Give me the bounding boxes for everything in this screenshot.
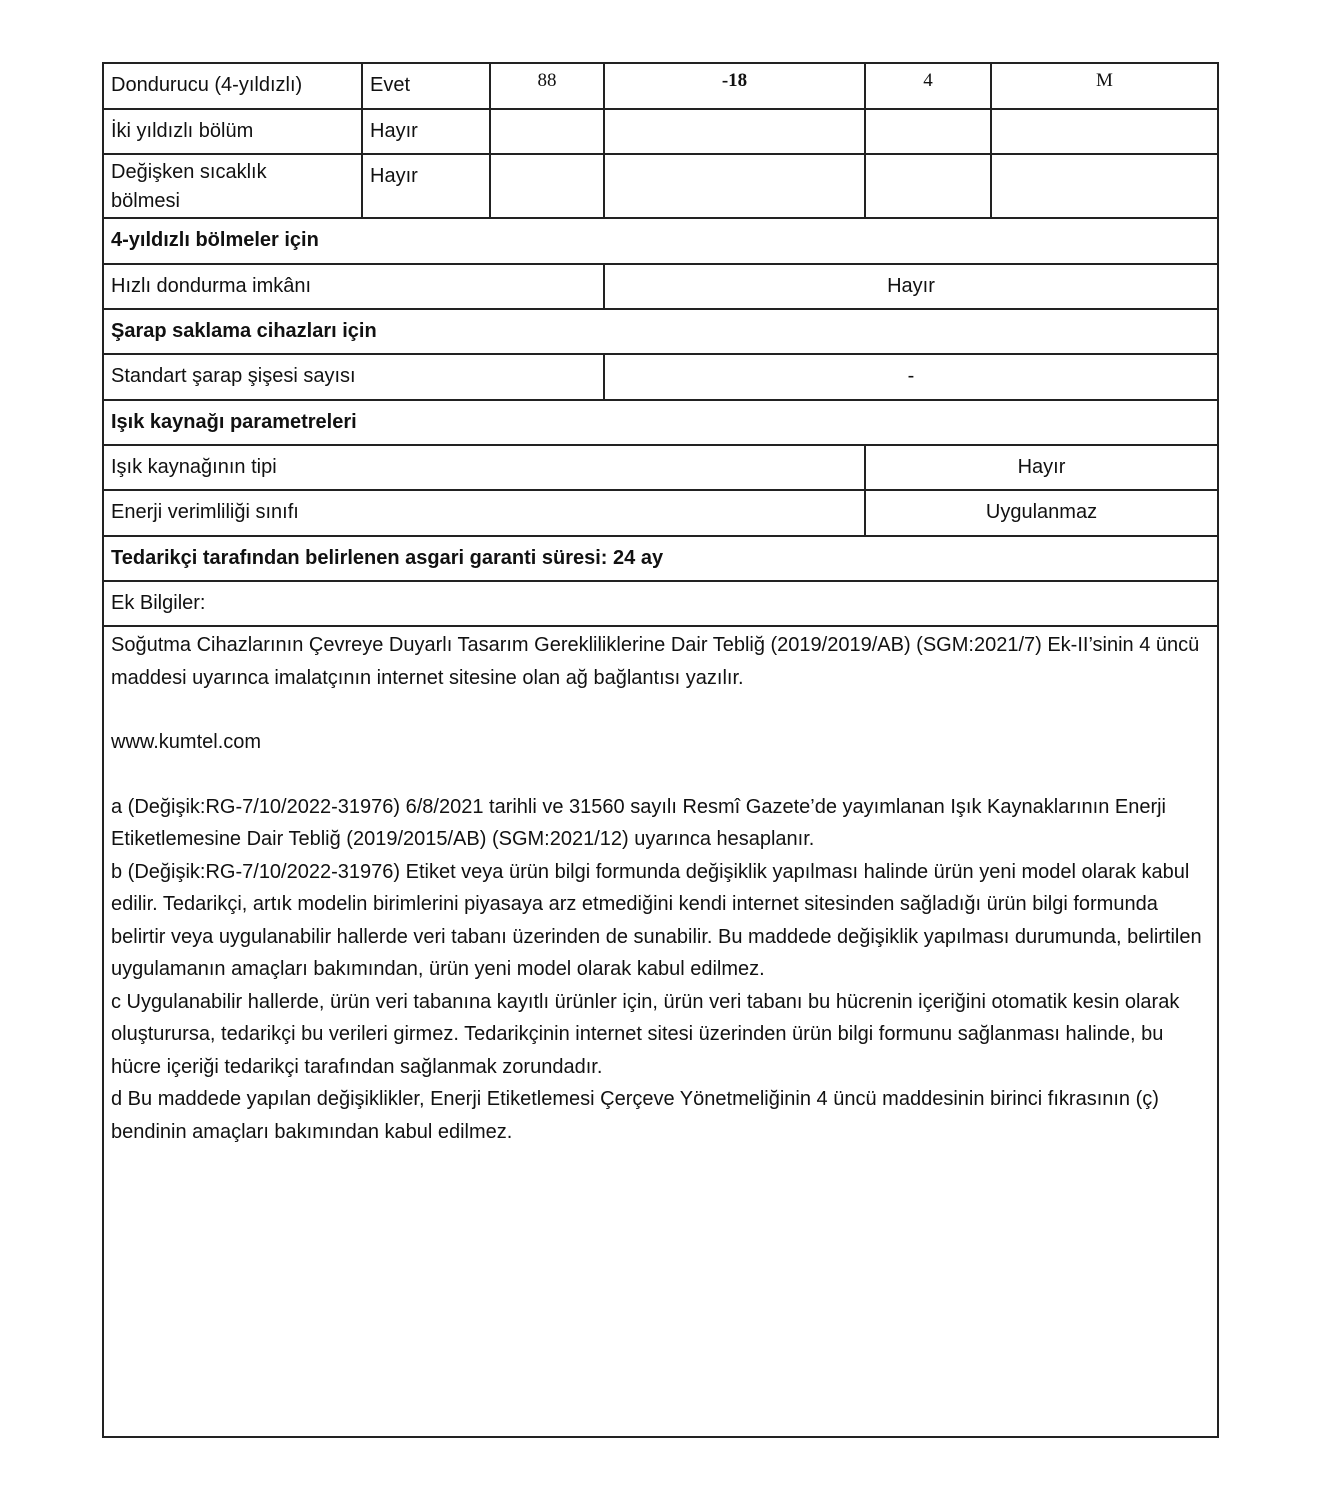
section-heading-row (104, 310, 1217, 355)
energy-class-label: Enerji verimliliği sınıfı (111, 501, 299, 523)
energy-class-value: Uygulanmaz (864, 491, 1217, 535)
compartment-temperature (603, 110, 864, 153)
table-row (104, 64, 1217, 110)
notes-intro: Soğutma Cihazlarının Çevreye Duyarlı Tasarım Gerekliliklerine Dair Tebliğ (2019/2019/AB) (SGM:2021/7) Ek-II’sinin 4 üncü maddesi uyarınca imalatçının internet sitesine olan ağ bağlantısı yazılır. (111, 634, 1200, 689)
compartment-present: Hayır (361, 110, 489, 153)
footnote-d: d Bu maddede yapılan değişiklikler, Enerji Etiketlemesi Çerçeve Yönetmeliğinin 4 üncü maddesinin birinci fıkrasının (ç) bendinin amaçları bakımından kabul edilmez. (111, 1088, 1159, 1143)
compartment-stars (864, 155, 990, 217)
light-heading: Işık kaynağı parametreleri (111, 411, 357, 433)
light-type-label: Işık kaynağının tipi (111, 456, 277, 478)
extra-info-label: Ek Bilgiler: (111, 592, 206, 614)
notes-website: www.kumtel.com (111, 731, 262, 753)
compartment-stars: 4 (864, 64, 990, 108)
compartment-defrost-type: M (990, 64, 1217, 108)
table-row (104, 491, 1217, 537)
table-row (104, 110, 1217, 155)
table-row (104, 155, 1217, 219)
footnote-b: b (Değişik:RG-7/10/2022-31976) Etiket veya ürün bilgi formunda değişiklik yapılması halinde ürün yeni model olarak kabul edilir. Tedarikçi, artık modelin birimlerini piyasaya arz etmediğini kendi internet sitesinden sağladığı ürün bilgi formunda belirtir veya uygulanabilir hallerde veri tabanı üzerinden de sunabilir. Bu maddede değişiklik yapılması durumunda, belirtilen uygulamanın amaçları bakımından, ürün yeni model olarak kabul edilmez. (111, 860, 1202, 980)
wine-heading: Şarap saklama cihazları için (111, 320, 377, 342)
wine-bottles-label: Standart şarap şişesi sayısı (111, 365, 356, 387)
table-row (104, 446, 1217, 491)
warranty-row (104, 537, 1217, 582)
compartment-volume (489, 110, 603, 153)
compartment-name: Değişken sıcaklık bölmesi (111, 161, 267, 212)
four-star-heading: 4-yıldızlı bölmeler için (111, 229, 319, 251)
compartment-name: Dondurucu (4-yıldızlı) (111, 74, 303, 96)
compartment-present: Hayır (361, 155, 489, 217)
extra-info-notes (104, 627, 1217, 1148)
compartment-present: Evet (361, 64, 489, 108)
fast-freeze-value: Hayır (603, 265, 1217, 308)
section-heading-row (104, 219, 1217, 265)
product-info-form (102, 62, 1219, 1438)
extra-info-row (104, 582, 1217, 627)
light-type-value: Hayır (864, 446, 1217, 489)
table-row (104, 355, 1217, 401)
compartment-defrost-type (990, 155, 1217, 217)
warranty-text: Tedarikçi tarafından belirlenen asgari garanti süresi: 24 ay (111, 547, 664, 569)
compartment-volume (489, 155, 603, 217)
compartment-defrost-type (990, 110, 1217, 153)
footnote-a: a (Değişik:RG-7/10/2022-31976) 6/8/2021 tarihli ve 31560 sayılı Resmî Gazete’de yayımlanan Işık Kaynaklarının Enerji Etiketlemesine Dair Tebliğ (2019/2015/AB) (SGM:2021/12) uyarınca hesaplanır. (111, 795, 1166, 850)
wine-bottles-value: - (603, 355, 1217, 399)
table-row (104, 265, 1217, 310)
compartment-temperature (603, 155, 864, 217)
compartment-stars (864, 110, 990, 153)
compartment-temperature: -18 (603, 64, 864, 108)
compartment-volume: 88 (489, 64, 603, 108)
section-heading-row (104, 401, 1217, 446)
footnote-c: c Uygulanabilir hallerde, ürün veri tabanına kayıtlı ürünler için, ürün veri tabanı bu hücrenin içeriğini otomatik kesin olarak oluşturursa, tedarikçi bu verileri girmez. Tedarikçinin internet sitesi üzerinden ürün bilgi formunu sağlanması halinde, bu hücre içeriği tedarikçi tarafından sağlanmak zorundadır. (111, 990, 1180, 1078)
compartment-name: İki yıldızlı bölüm (111, 120, 254, 142)
fast-freeze-label: Hızlı dondurma imkânı (111, 275, 312, 297)
